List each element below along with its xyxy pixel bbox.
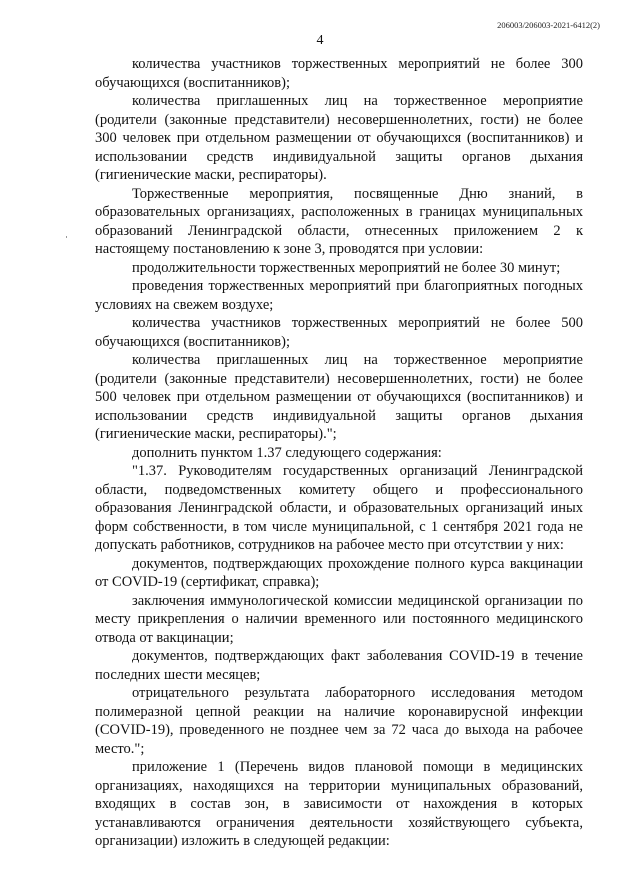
paragraph: количества приглашенных лиц на торжественное мероприятие (родители (законные представители) несовершеннолетних, гости) не более 500 человек при отдельном размещении от обучающихся (воспитанников) и использовании средств индивидуальной защиты органов дыхания (гигиенические маски, респираторы)."; (95, 352, 583, 442)
paragraph: заключения иммунологической комиссии медицинской организации по месту прикрепления о наличии временного или постоянного медицинского отвода от вакцинации; (95, 592, 583, 646)
paragraph: количества участников торжественных мероприятий не более 300 обучающихся (воспитанников); (95, 56, 583, 91)
page-number: 4 (316, 33, 324, 48)
paragraph: количества участников торжественных мероприятий не более 500 обучающихся (воспитанников); (95, 315, 583, 350)
paragraph: документов, подтверждающих факт заболевания COVID-19 в течение последних шести месяцев; (95, 648, 583, 683)
margin-mark (66, 236, 67, 238)
paragraph: приложение 1 (Перечень видов плановой помощи в медицинских организациях, находящихся на территории муниципальных образований, входящих в состав зон, в зависимости от нахождения в которых устанавливаются ограничения деятельности хозяйствующего субъекта, организации) изложить в следующей редакции: (95, 759, 583, 849)
paragraph: "1.37. Руководителям государственных организаций Ленинградской области, подведомственных комитету общего и профессионального образования Ленинградской области, и образовательных организаций иных форм собственности, в том числе муниципальной, с 1 сентября 2021 года не допускать работников, сотрудников на рабочее место при отсутствии у них: (95, 463, 583, 553)
paragraph: дополнить пунктом 1.37 следующего содержания: (132, 444, 442, 461)
paragraph: документов, подтверждающих прохождение полного курса вакцинации от COVID-19 (сертификат, справка); (95, 555, 583, 590)
paragraph: проведения торжественных мероприятий при благоприятных погодных условиях на свежем воздухе; (95, 278, 583, 313)
paragraph: отрицательного результата лабораторного исследования методом полимеразной цепной реакции на наличие коронавирусной инфекции (COVID-19), проведенного не позднее чем за 72 часа до выхода на рабочее место."; (95, 685, 583, 757)
paragraph: количества приглашенных лиц на торжественное мероприятие (родители (законные представители) несовершеннолетних, гости) не более 300 человек при отдельном размещении от обучающихся (воспитанников) и использовании средств индивидуальной защиты органов дыхания (гигиенические маски, респираторы). (95, 93, 583, 183)
paragraph: продолжительности торжественных мероприятий не более 30 минут; (132, 259, 561, 276)
paragraph: Торжественные мероприятия, посвященные Дню знаний, в образовательных организациях, расположенных в границах муниципальных образований Ленинградской области, отнесенных приложением 2 к настоящему постановлению к зоне 3, проводятся при условии: (95, 185, 583, 257)
document-body (95, 55, 583, 851)
document-code: 206003/206003-2021-6412(2) (497, 20, 600, 30)
